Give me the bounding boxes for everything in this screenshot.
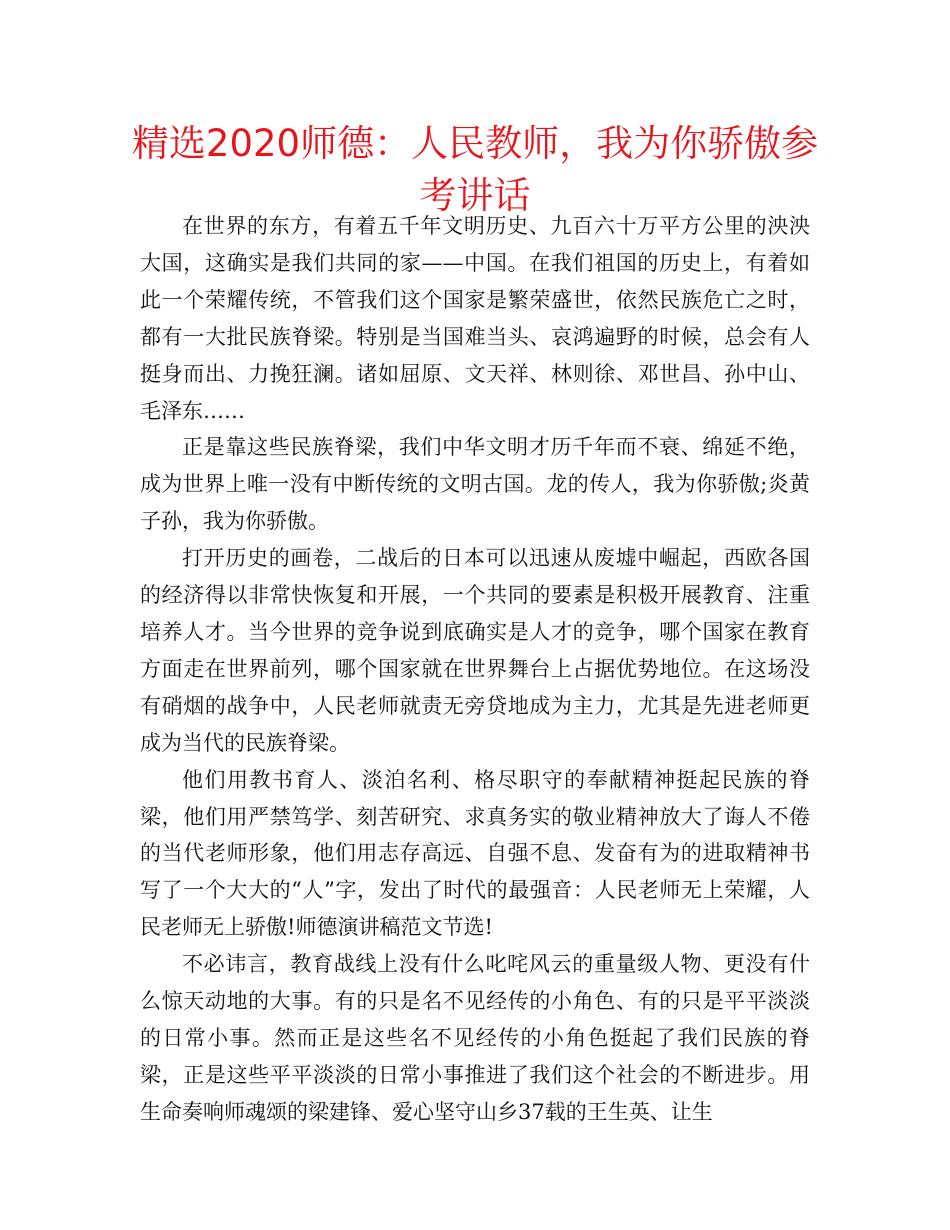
paragraph-3: 打开历史的画卷，二战后的日本可以迅速从废墟中崛起，西欧各国的经济得以非常快恢复和开展，一个共同的要素是积极开展教育、注重培养人才。当今世界的竞争说到底确实是人才的竞争，哪个国家在教育方面走在世界前列，哪个国家就在世界舞台上占据优势地位。在这场没有硝烟的战争中，人民老师就责无旁贷地成为主力，尤其是先进老师更成为当代的民族脊梁。	[140, 546, 810, 755]
document-body	[140, 208, 810, 1131]
paragraph-2: 正是靠这些民族脊梁，我们中华文明才历千年而不衰、绵延不绝，成为世界上唯一没有中断传统的文明古国。龙的传人，我为你骄傲;炎黄子孙，我为你骄傲。	[140, 435, 810, 534]
document-title: 精选2020师德：人民教师，我为你骄傲参考讲话	[131, 122, 819, 217]
paragraph-1: 在世界的东方，有着五千年文明历史、九百六十万平方公里的泱泱大国，这确实是我们共同的家——中国。在我们祖国的历史上，有着如此一个荣耀传统，不管我们这个国家是繁荣盛世，依然民族危亡之时，都有一大批民族脊梁。特别是当国难当头、哀鸿遍野的时候，总会有人挺身而出、力挽狂澜。诸如屈原、文天祥、林则徐、邓世昌、孙中山、毛泽东……	[140, 214, 810, 423]
paragraph-5: 不必讳言，教育战线上没有什么叱咤风云的重量级人物、更没有什么惊天动地的大事。有的只是名不见经传的小角色、有的只是平平淡淡的日常小事。然而正是这些名不见经传的小角色挺起了我们民族的脊梁，正是这些平平淡淡的日常小事推进了我们这个社会的不断进步。用生命奏响师魂颂的梁建锋、爱心坚守山乡37载的王生英、让生	[140, 952, 810, 1124]
paragraph-4: 他们用教书育人、淡泊名利、格尽职守的奉献精神挺起民族的脊梁，他们用严禁笃学、刻苦研究、求真务实的敬业精神放大了诲人不倦的当代老师形象，他们用志存高远、自强不息、发奋有为的进取精神书写了一个大大的“人”字，发出了时代的最强音：人民老师无上荣耀，人民老师无上骄傲!师德演讲稿范文节选!	[140, 767, 810, 940]
